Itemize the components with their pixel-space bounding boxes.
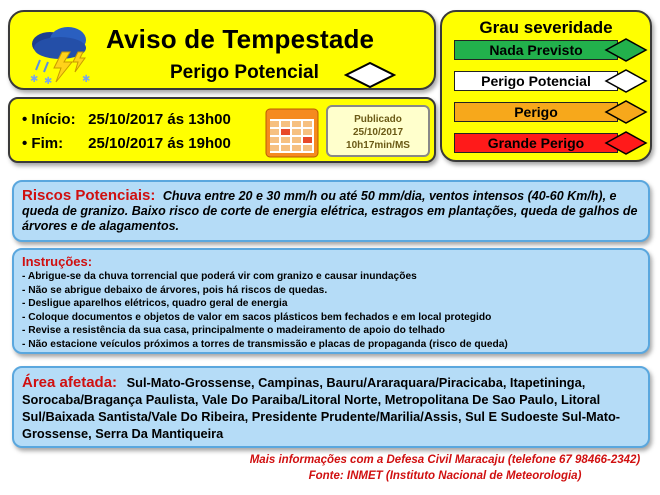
affected-area-list: Sul-Mato-Grossense, Campinas, Bauru/Araraquara/Piracicaba, Itapetininga, Sorocaba/Bragança Paulista, Vale Do Paraiba/Litoral Norte, Metropolitana De Sao Paulo, Litoral Sul/Baixada Santista/Vale Do Ribeira, Presidente Prudente/Marilia/Assis, Sul E Sudoeste Sul-Mato-Grossense, Serra Da Mantiqueira xyxy=(22,375,621,441)
start-time-line xyxy=(22,111,231,128)
instructions-title: Instruções: xyxy=(22,254,93,269)
severity-level-row xyxy=(454,100,648,124)
severity-level-row xyxy=(454,69,648,93)
severity-diamond-icon xyxy=(344,62,396,88)
instruction-item: - Não se abrigue debaixo de árvores, pois há riscos de quedas. xyxy=(22,284,328,296)
contact-line: Mais informações com a Defesa Civil Maracaju (telefone 67 98466-2342) xyxy=(249,454,641,466)
severity-legend-panel xyxy=(440,10,652,162)
start-value: 25/10/2017 ás 13h00 xyxy=(88,111,231,128)
severity-level-label: Perigo xyxy=(454,102,618,122)
instructions-panel xyxy=(12,248,650,354)
svg-text:✱: ✱ xyxy=(44,76,53,87)
severity-level-row xyxy=(454,131,648,155)
instruction-item: - Coloque documentos e objetos de valor em sacos plásticos bem fechados e em local protegido xyxy=(22,311,492,323)
affected-area-label: Área afetada: xyxy=(22,374,118,391)
severity-level-label: Grande Perigo xyxy=(454,133,618,153)
published-label: Publicado xyxy=(354,114,402,125)
instruction-item: - Desligue aparelhos elétricos, quadro geral de energia xyxy=(22,298,288,309)
severity-diamond-icon xyxy=(604,38,648,62)
severity-level-row xyxy=(454,38,648,62)
instruction-item: - Não estacione veículos próximos a torres de transmissão e placas de propaganda (risco de queda) xyxy=(22,338,508,350)
affected-area-text-block xyxy=(22,374,640,442)
calendar-icon xyxy=(264,105,320,159)
instruction-item: - Revise a resistência da sua casa, principalmente o madeiramento de apoio do telhado xyxy=(22,325,445,336)
instructions-list xyxy=(22,270,640,351)
end-label: • Fim: xyxy=(22,135,64,152)
alert-title: Aviso de Tempestade xyxy=(106,24,375,54)
end-value: 25/10/2017 ás 19h00 xyxy=(88,135,231,152)
instruction-item: - Abrigue-se da chuva torrencial que poderá vir com granizo e causar inundações xyxy=(22,271,417,282)
published-time: 10h17min/MS xyxy=(346,140,410,151)
storm-cloud-icon xyxy=(20,18,100,88)
alert-header-panel xyxy=(8,10,436,90)
risks-label: Riscos Potenciais: xyxy=(22,187,156,204)
svg-text:✱: ✱ xyxy=(82,74,91,85)
end-time-line xyxy=(22,135,231,152)
severity-level-label: Perigo Potencial xyxy=(454,71,618,91)
affected-area-panel xyxy=(12,366,650,448)
source-line: Fonte: INMET (Instituto Nacional de Meteorologia) xyxy=(308,470,582,482)
risks-description: Chuva entre 20 e 30 mm/h ou até 50 mm/dia, ventos intensos (40-60 Km/h), e queda de granizo. Baixo risco de corte de energia elétrica, estragos em plantações, queda de galhos de árvores e de alagamentos. xyxy=(22,189,638,233)
alert-subtitle: Perigo Potencial xyxy=(170,62,319,83)
published-date: 25/10/2017 xyxy=(352,127,404,138)
risks-text-block xyxy=(22,188,640,234)
severity-diamond-icon xyxy=(604,69,648,93)
svg-text:✱: ✱ xyxy=(30,74,39,85)
risks-panel xyxy=(12,180,650,242)
published-box xyxy=(326,105,430,157)
footer-info xyxy=(240,452,650,484)
severity-level-label: Nada Previsto xyxy=(454,40,618,60)
severity-title: Grau severidade xyxy=(479,18,613,37)
alert-period-panel xyxy=(8,97,436,163)
severity-diamond-icon xyxy=(604,100,648,124)
severity-diamond-icon xyxy=(604,131,648,155)
start-label: • Início: xyxy=(22,111,76,128)
